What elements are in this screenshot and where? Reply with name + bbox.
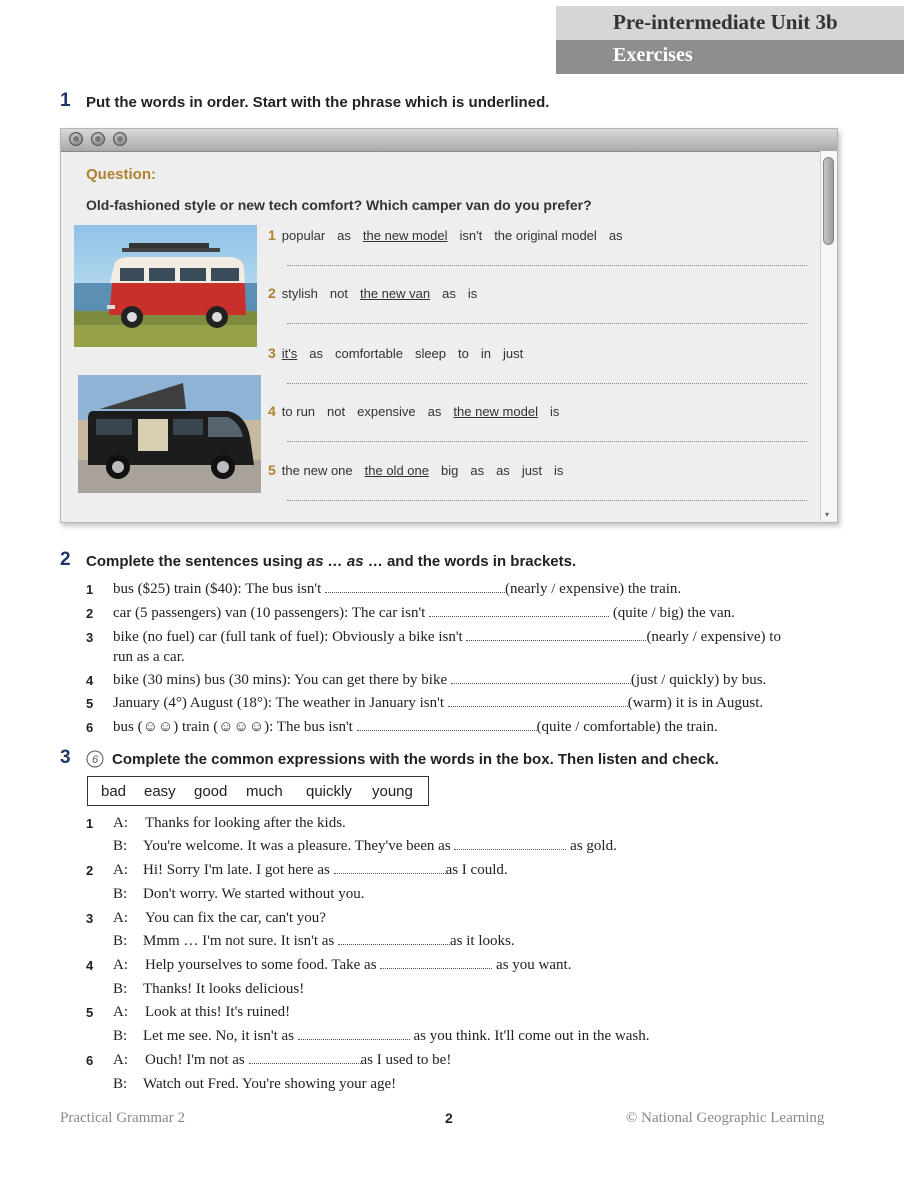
header-title-bar (556, 6, 904, 40)
red-camper-van-image (74, 225, 257, 347)
word-box (87, 776, 429, 806)
answer-blank[interactable] (451, 673, 631, 684)
word-box-item: young (372, 783, 413, 800)
answer-blank[interactable] (357, 720, 537, 731)
answer-line-2[interactable] (287, 323, 807, 324)
window-zoom-icon[interactable] (113, 132, 127, 146)
word-box-item: much (246, 783, 283, 800)
section-2-number: 2 (60, 549, 71, 570)
answer-blank[interactable] (325, 582, 505, 593)
word-order-item-3: 3 it's as comfortable sleep to in just (268, 345, 524, 361)
answer-blank[interactable] (454, 839, 566, 850)
word-box-item: quickly (306, 783, 352, 800)
word-box-item: bad (101, 783, 127, 800)
answer-line-3[interactable] (287, 383, 807, 384)
window-scrollbar[interactable] (820, 151, 837, 521)
answer-line-4[interactable] (287, 441, 807, 442)
footer-book-title: Practical Grammar 2 (60, 1110, 185, 1126)
section-3-instruction: Complete the common expressions with the words in the box. Then listen and check. (112, 751, 719, 768)
answer-blank[interactable] (249, 1053, 361, 1064)
answer-blank[interactable] (380, 958, 492, 969)
page-subtitle: Exercises (613, 44, 693, 66)
answer-blank[interactable] (448, 696, 628, 707)
sentence-3-continuation: run as a car. (113, 649, 185, 665)
answer-blank[interactable] (338, 934, 450, 945)
word-order-item-2: 2 stylish not the new van as is (268, 285, 478, 301)
page-number: 2 (445, 1110, 453, 1126)
scrollbar-thumb[interactable] (823, 157, 834, 245)
section-3-number: 3 (60, 747, 71, 768)
window-close-icon[interactable] (69, 132, 83, 146)
answer-blank[interactable] (334, 863, 446, 874)
answer-line-5[interactable] (287, 500, 807, 501)
svg-text:6: 6 (91, 754, 99, 766)
section-1-instruction: Put the words in order. Start with the phrase which is underlined. (86, 94, 550, 111)
word-order-item-5: 5 the new one the old one big as as just is (268, 462, 564, 478)
word-order-item-1: 1 popular as the new model isn't the original model as (268, 227, 623, 243)
answer-blank[interactable] (429, 606, 609, 617)
answer-blank[interactable] (298, 1029, 410, 1040)
answer-line-1[interactable] (287, 265, 807, 266)
black-camper-van-image (78, 375, 261, 493)
page-title: Pre-intermediate Unit 3b (613, 10, 838, 34)
window-titlebar (61, 129, 837, 152)
word-box-item: easy (144, 783, 176, 800)
section-2-instruction: Complete the sentences using as … as … and the words in brackets. (86, 553, 577, 570)
footer-copyright: © National Geographic Learning (626, 1110, 825, 1126)
answer-blank[interactable] (466, 630, 646, 641)
scroll-down-arrow-icon[interactable]: ▾ (825, 510, 830, 519)
section-1-number: 1 (60, 90, 71, 111)
word-order-item-4: 4 to run not expensive as the new model is (268, 403, 560, 419)
question-text: Old-fashioned style or new tech comfort? Which camper van do you prefer? (86, 197, 592, 213)
window-minimize-icon[interactable] (91, 132, 105, 146)
audio-disc-icon[interactable] (86, 750, 104, 768)
word-box-item: good (194, 783, 228, 800)
header-subtitle-bar (556, 40, 904, 74)
question-label: Question: (86, 166, 156, 183)
question-window (60, 128, 838, 523)
